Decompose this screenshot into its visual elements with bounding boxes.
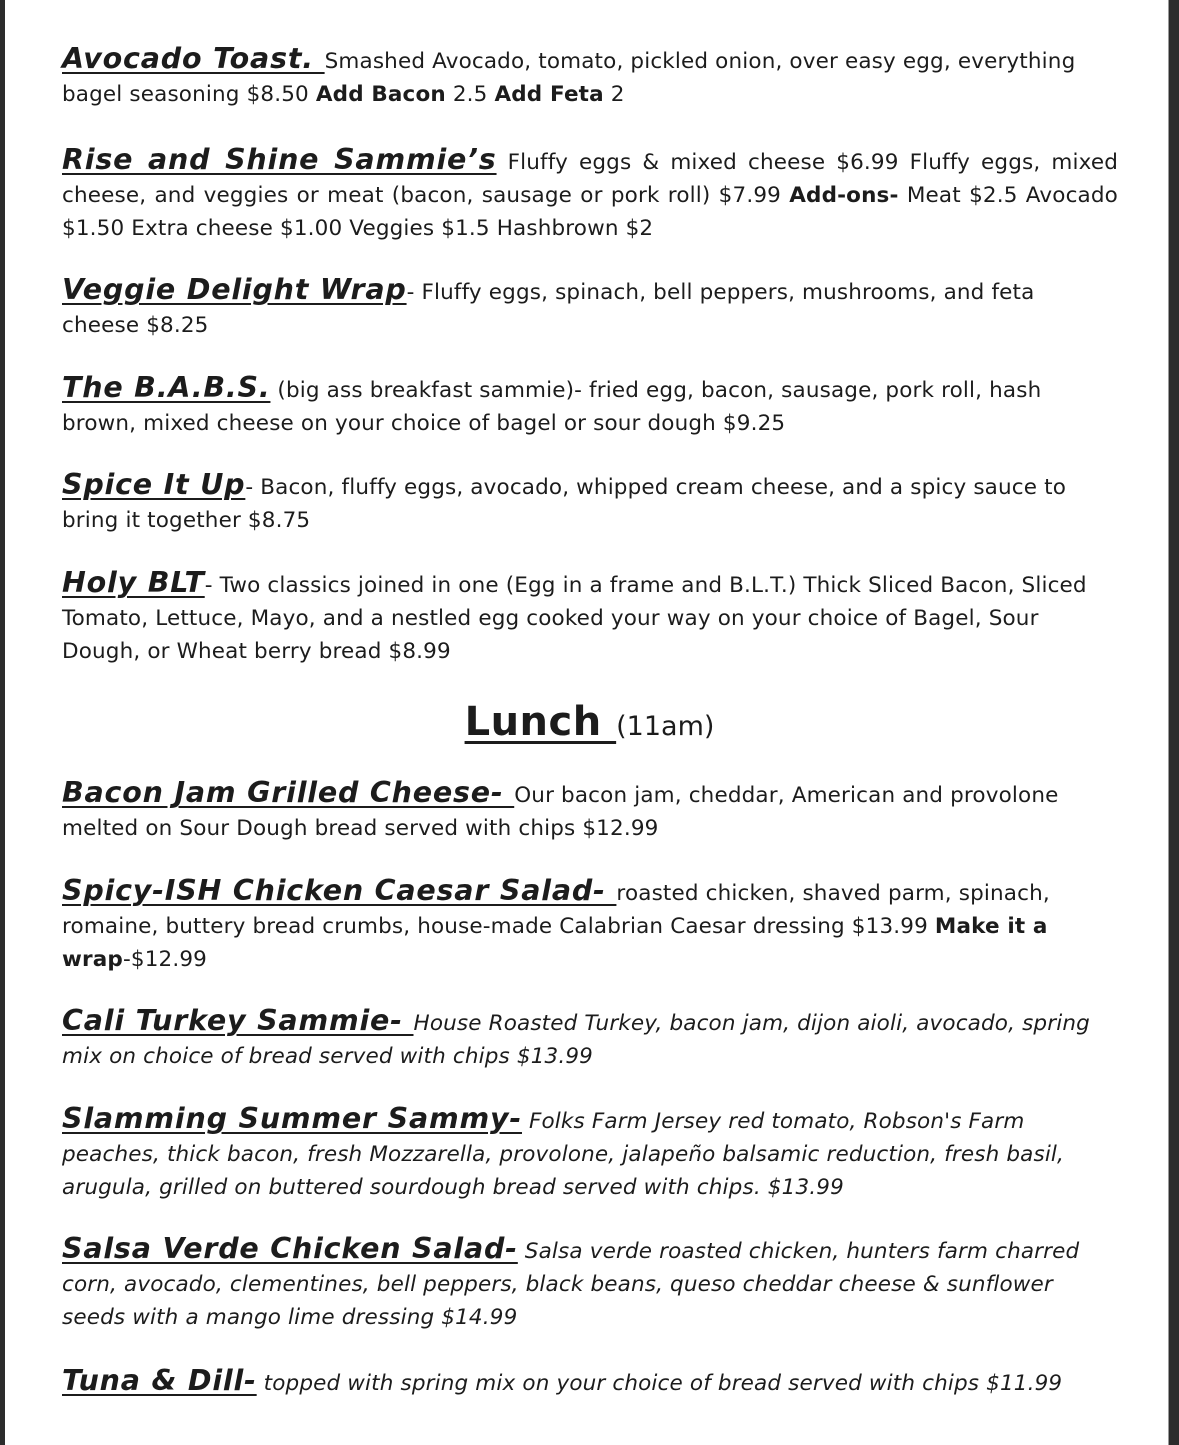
item-name: Spicy-ISH Chicken Caesar Salad- [62, 874, 617, 907]
addons-label: Add-ons- [789, 183, 899, 208]
section-hours: (11am) [616, 711, 715, 742]
wrap-option-price: -$12.99 [122, 947, 208, 972]
lunch-section-heading [0, 696, 1179, 756]
item-name: The B.A.B.S. [62, 371, 271, 404]
menu-item-spice-it-up [62, 468, 1118, 537]
item-name: Salsa Verde Chicken Salad- [62, 1232, 518, 1265]
addon-label: Add Feta [494, 82, 604, 107]
menu-item-bacon-jam-grilled-cheese [62, 776, 1118, 845]
item-description: Folks Farm Jersey red tomato, Robson's Farm peaches, thick bacon, fresh Mozzarella, provolone, jalapeño balsamic reduction, fresh basil, arugula, grilled on buttered sourdough bread served with chips. $13.99 [62, 1109, 1065, 1200]
item-name: Bacon Jam Grilled Cheese- [62, 776, 515, 809]
menu-item-veggie-delight-wrap [62, 273, 1118, 342]
item-name: Tuna & Dill- [62, 1364, 257, 1397]
item-description: House Roasted Turkey, bacon jam, dijon aioli, avocado, spring mix on choice of bread served with chips $13.99 [62, 1011, 1090, 1069]
menu-item-tuna-and-dill [62, 1364, 1118, 1400]
item-name: Cali Turkey Sammie- [62, 1004, 414, 1037]
wrap-option-label: Make it a wrap [62, 914, 1048, 972]
item-description: - Bacon, fluffy eggs, avocado, whipped cream cheese, and a spicy sauce to bring it together $8.75 [62, 475, 1066, 533]
item-description: - Fluffy eggs, spinach, bell peppers, mushrooms, and feta cheese $8.25 [62, 280, 1035, 338]
item-description: roasted chicken, shaved parm, spinach, romaine, buttery bread crumbs, house-made Calabrian Caesar dressing $13.99 [62, 881, 1050, 939]
item-description: - Two classics joined in one (Egg in a frame and B.L.T.) Thick Sliced Bacon, Sliced Tomato, Lettuce, Mayo, and a nestled egg cooked your way on your choice of Bagel, Sour Dough, or Wheat berry bread $8.99 [62, 573, 1087, 664]
item-name: Spice It Up [62, 468, 246, 501]
item-description: Smashed Avocado, tomato, pickled onion, over easy egg, everything bagel seasoning $8.50 [62, 49, 1076, 107]
menu-item-chicken-caesar-salad [62, 874, 1118, 976]
item-name: Holy BLT [62, 566, 205, 599]
item-name: Rise and Shine Sammie’s [62, 143, 497, 176]
menu-item-avocado-toast [62, 42, 1118, 111]
section-title: Lunch [464, 699, 617, 745]
addon-price: 2.5 [445, 82, 495, 107]
menu-item-salsa-verde-chicken-salad [62, 1232, 1118, 1334]
menu-item-babs [62, 371, 1118, 440]
item-description: Salsa verde roasted chicken, hunters farm charred corn, avocado, clementines, bell peppers, black beans, queso cheddar cheese & sunflower seeds with a mango lime dressing $14.99 [62, 1239, 1080, 1330]
addons-text: Meat $2.5 Avocado $1.50 Extra cheese $1.00 Veggies $1.5 Hashbrown $2 [62, 183, 1118, 241]
item-description: topped with spring mix on your choice of bread served with chips $11.99 [256, 1371, 1063, 1396]
menu-item-holy-blt [62, 566, 1118, 668]
item-name: Slamming Summer Sammy- [62, 1102, 522, 1135]
menu-item-cali-turkey-sammie [62, 1004, 1118, 1073]
item-description: (big ass breakfast sammie)- fried egg, bacon, sausage, pork roll, hash brown, mixed cheese on your choice of bagel or sour dough $9.25 [62, 378, 1042, 436]
item-description: Our bacon jam, cheddar, American and provolone melted on Sour Dough bread served with chips $12.99 [62, 783, 1059, 841]
item-name: Avocado Toast. [62, 42, 325, 75]
addon-label: Add Bacon [315, 82, 446, 107]
item-name: Veggie Delight Wrap [62, 273, 407, 306]
menu-item-rise-and-shine [62, 143, 1118, 245]
item-description: Fluffy eggs & mixed cheese $6.99 Fluffy eggs, mixed cheese, and veggies or meat (bacon, sausage or pork roll) $7.99 [62, 150, 1118, 208]
menu-item-slamming-summer-sammy [62, 1102, 1118, 1204]
addon-price: 2 [603, 82, 625, 107]
